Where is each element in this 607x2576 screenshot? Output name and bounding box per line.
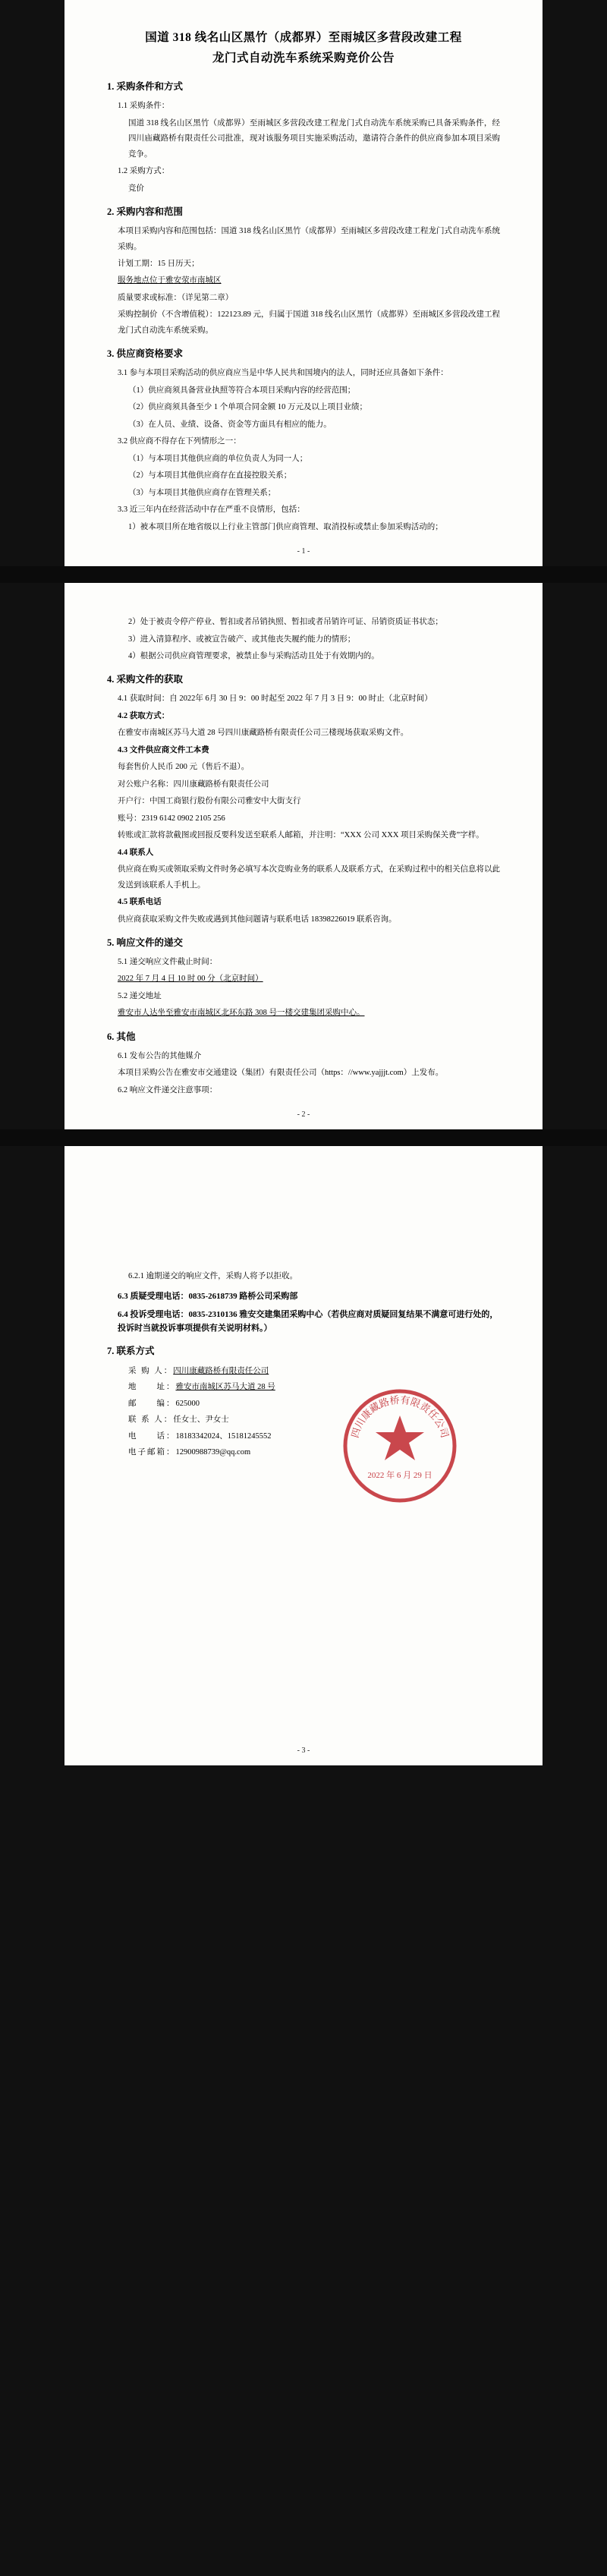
section-5-1-time <box>118 972 500 987</box>
section-4-heading: 4. 采购文件的获取 <box>107 674 184 685</box>
page-3-bottom-spacer <box>107 1461 500 1734</box>
section-4-5-text: 供应商获取采购文件失败或遇到其他问题请与联系电话 18398226019 联系咨询。 <box>118 915 397 924</box>
section-5-2: 5.2 递交地址 <box>118 991 162 1000</box>
contact-row <box>128 1428 500 1445</box>
section-3-2-d1: （1）与本项目其他供应商的单位负责人为同一人； <box>128 454 308 463</box>
section-4-3-note: 转账或汇款将款截图或回报反要科发送至联系人邮箱，并注明：“XXX 公司 XXX 项目采购保关费”字样。 <box>118 831 484 840</box>
section-4-3-account-number: 账号：2319 6142 0902 2105 256 <box>118 814 225 823</box>
contact-key: 采 购 人： <box>128 1366 174 1375</box>
section-6-3: 6.3 质疑受理电话：0835-2618739 路桥公司采购部 <box>118 1291 298 1301</box>
page-3-body <box>107 1176 500 1734</box>
section-5-heading: 5. 响应文件的递交 <box>107 937 184 948</box>
section-3-1-c1: （1）供应商须具备营业执照等符合本项目采购内容的经营范围； <box>128 386 356 395</box>
section-2-line-4: 质量要求或标准：（详见第二章） <box>118 293 234 302</box>
section-3-3: 3.3 近三年内在经营活动中存在严重不良情形，包括： <box>118 505 305 515</box>
section-4-2-text: 在雅安市南城区苏马大道 28 号四川康藏路桥有限责任公司三楼现场获取采购文件。 <box>118 729 409 738</box>
section-2-line-2: 计划工期：15 日历天； <box>118 260 200 268</box>
section-3-3-e2: 2）处于被责令停产停业、暂扣或者吊销执照、暂扣或者吊销许可证、吊销资质证书状态； <box>128 618 443 627</box>
section-6-1-text: 本项目采购公告在雅安市交通建设（集团）有限责任公司（https：//www.yajjjt.com）上发布。 <box>118 1069 444 1078</box>
section-1-heading: 1. 采购条件和方式 <box>107 81 184 93</box>
contact-value: 625000 <box>175 1399 200 1408</box>
contact-value: 四川康藏路桥有限责任公司 <box>173 1366 269 1375</box>
section-5-2-text <box>118 1006 500 1021</box>
contact-row <box>128 1363 500 1380</box>
section-3-1-c2: （2）供应商须具备至少 1 个单项合同金额 10 万元及以上项目业绩； <box>128 403 367 412</box>
section-1-2-text: 竞价 <box>128 184 144 193</box>
section-3-2-d3: （3）与本项目其他供应商存在管理关系； <box>128 488 276 497</box>
contact-value: 18183342024、15181245552 <box>175 1431 272 1441</box>
section-2-line-1: 本项目采购内容和范围包括：国道 318 线名山区黑竹（成都界）至雨城区多营段改建工程龙门式自动洗车系统采购。 <box>118 227 500 251</box>
section-3-3-e1: 1）被本项目所在地省级以上行业主管部门供应商管理、取消投标或禁止参加采购活动的； <box>128 522 443 531</box>
page-separator-1 <box>0 566 607 583</box>
section-4-3-bank: 开户行：中国工商银行股份有限公司雅安中大街支行 <box>118 797 301 806</box>
page-3-number: - 3 - <box>297 1746 310 1755</box>
section-2-line-3 <box>118 273 500 288</box>
section-4-3-text: 每套售价人民币 200 元（售后不退）。 <box>118 763 250 772</box>
svg-text:四川康藏路桥有限责任公司: 四川康藏路桥有限责任公司 <box>348 1393 451 1439</box>
section-4-3-account-name: 对公账户名称：四川康藏路桥有限责任公司 <box>118 779 269 789</box>
page-title <box>107 27 500 68</box>
section-6-heading: 6. 其他 <box>107 1031 136 1042</box>
section-4-2-heading: 4.2 获取方式： <box>118 711 170 720</box>
section-3-2: 3.2 供应商不得存在下列情形之一： <box>118 437 241 446</box>
contact-value: 任女士、尹女士 <box>173 1416 229 1425</box>
page-2-number: - 2 - <box>297 1110 310 1120</box>
page-3-top-spacer <box>107 1176 500 1268</box>
section-1-1-text: 国道 318 线名山区黑竹（成都界）至雨城区多营段改建工程龙门式自动洗车系统采购已具备采购条件，经四川庙藏路桥有限责任公司批准，现对该服务项目实施采购活动，邀请符合条件的供应商参加本项目采购竞争。 <box>128 118 500 159</box>
section-3-3-e3: 3）进入清算程序、或被宣告破产、或其他丧失履约能力的情形； <box>128 635 356 644</box>
title-line-2: 龙门式自动洗车系统采购竞价公告 <box>212 52 395 65</box>
contact-key: 地 址： <box>128 1383 176 1392</box>
section-6-2: 6.2 响应文件递交注意事项： <box>118 1085 218 1094</box>
deadline-time: 2022 年 7 月 4 日 10 时 00 分（北京时间） <box>118 975 263 984</box>
section-1-2-heading: 1.2 采购方式： <box>118 167 170 176</box>
contact-key: 电 话： <box>128 1431 176 1441</box>
section-3-3-e4: 4）根据公司供应商管理要求，被禁止参与采购活动且处于有效期内的。 <box>128 651 379 660</box>
submission-address: 雅安市人达坐至雅安市南城区北环东路 308 号一楼交建集团采购中心。 <box>118 1009 365 1018</box>
section-3-1: 3.1 参与本项目采购活动的供应商应当是中华人民共和国境内的法人，同时还应具备如下条件： <box>118 369 448 378</box>
section-3-1-c3: （3）在人员、业绩、设备、资金等方面具有相应的能力。 <box>128 420 332 429</box>
contact-row <box>128 1396 500 1412</box>
section-5-1: 5.1 递交响应文件截止时间： <box>118 958 218 966</box>
section-4-1: 4.1 获取时间：自 2022年 6月 30 日 9：00 时起至 2022 年 7 月 3 日 9：00 时止（北京时间） <box>118 694 432 704</box>
title-line-1: 国道 318 线名山区黑竹（成都界）至雨城区多营段改建工程 <box>145 31 462 44</box>
section-2-heading: 2. 采购内容和范围 <box>107 206 184 218</box>
page-3 <box>64 1146 543 1765</box>
contact-key: 电子邮箱： <box>128 1448 176 1457</box>
section-6-1: 6.1 发布公告的其他媒介 <box>118 1051 202 1060</box>
contact-row <box>128 1379 500 1396</box>
contact-row <box>128 1412 500 1428</box>
service-location: 服务地点位于雅安荥市南城区 <box>118 276 222 285</box>
svg-text:2022 年 6 月 29 日: 2022 年 6 月 29 日 <box>367 1470 432 1480</box>
section-1-1-heading: 1.1 采购条件： <box>118 102 170 111</box>
page-1 <box>64 0 543 566</box>
section-2-line-5: 采购控制价（不含增值税）：122123.89 元，归属于国道 318 线名山区黑竹（成都界）至雨城区多营段改建工程龙门式自动洗车系统采购。 <box>118 310 500 335</box>
section-3-heading: 3. 供应商资格要求 <box>107 348 184 360</box>
page-separator-2 <box>0 1129 607 1146</box>
contact-value: 12900988739@qq.com <box>175 1448 251 1457</box>
section-4-4-text: 供应商在购买或领取采购文件时务必填写本次竞购业务的联系人及联系方式，在采购过程中的相关信息将以此发送到该联系人手机上。 <box>118 865 500 890</box>
page-1-number: - 1 - <box>297 547 310 556</box>
section-4-3-heading: 4.3 文件供应商文件工本费 <box>118 745 209 754</box>
section-6-4: 6.4 投诉受理电话：0835-2310136 雅安交建集团采购中心（若供应商对质疑回复结果不满意可进行处的，投诉时当就投诉事项提供有关说明材料。） <box>118 1310 498 1333</box>
page-2 <box>64 583 543 1129</box>
section-4-4-heading: 4.4 联系人 <box>118 848 154 857</box>
contact-key: 邮 编： <box>128 1399 176 1408</box>
section-3-2-d2: （2）与本项目其他供应商存在直接控股关系； <box>128 471 292 480</box>
section-7-heading: 7. 联系方式 <box>107 1345 155 1356</box>
contact-row <box>128 1444 500 1461</box>
contact-key: 联 系 人： <box>128 1416 174 1425</box>
section-4-5-heading: 4.5 联系电话 <box>118 898 162 907</box>
contact-value: 雅安市南城区苏马大道 28 号 <box>175 1383 275 1392</box>
section-6-2-1: 6.2.1 逾期递交的响应文件，采购人将予以拒收。 <box>128 1272 298 1281</box>
